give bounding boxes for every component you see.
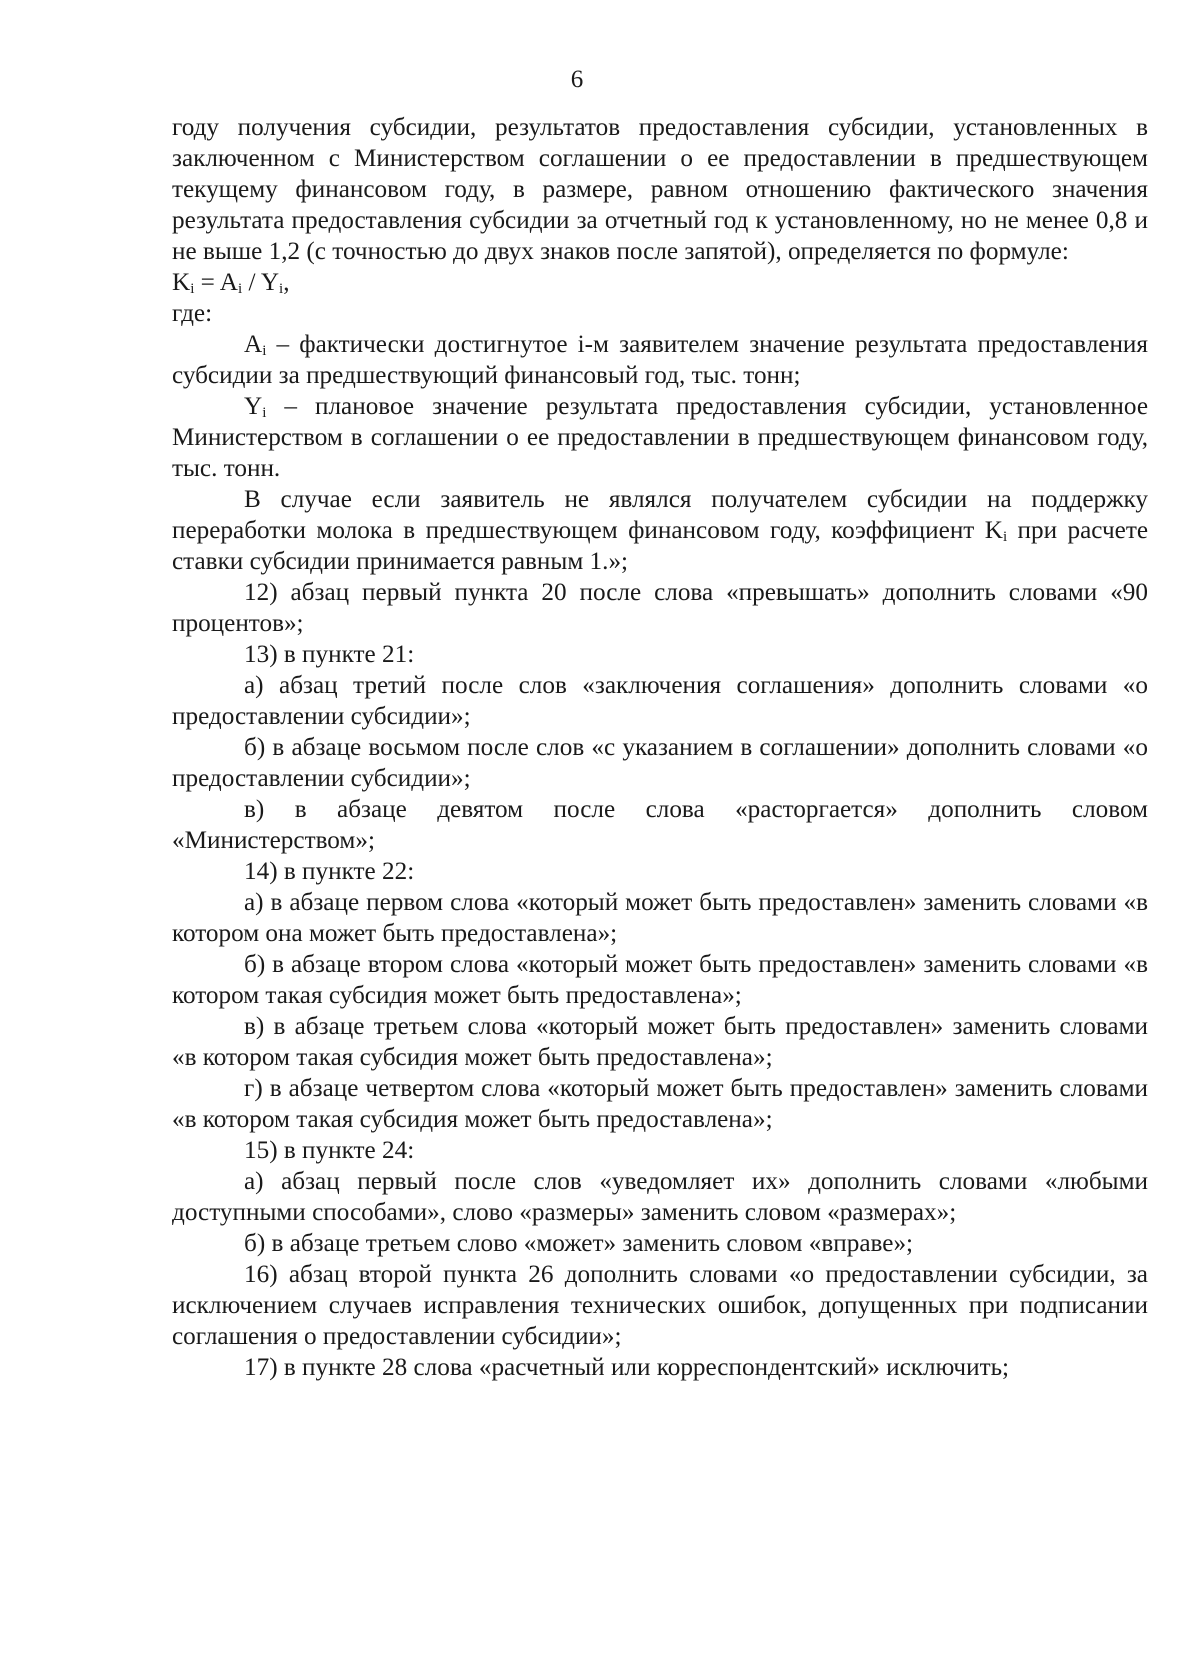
page-number: 6 bbox=[570, 66, 584, 93]
list-item: в) в абзаце девятом после слова «расторгается» дополнить словом «Министерством»; bbox=[172, 796, 1148, 854]
paragraph-case: В случае если заявитель не являлся получателем субсидии на поддержку переработки молока в предшествующем финансовом году, коэффициент $K_i$ при расчете ставки субсидии принимается равным 1.»; bbox=[172, 486, 1149, 575]
list-item: 15) в пункте 24: bbox=[244, 1137, 415, 1164]
definition-y: $Y_i$ – плановое значение результата предоставления субсидии, установленное Министерством в соглашении о ее предоставлении в предшествующем финансовом году, тыс. тонн. bbox=[172, 393, 1148, 482]
list-item: а) в абзаце первом слова «который может быть предоставлен» заменить словами «в котором она может быть предоставлена»; bbox=[172, 889, 1148, 947]
list-item: г) в абзаце четвертом слова «который может быть предоставлен» заменить словами «в котором такая субсидия может быть предоставлена»; bbox=[172, 1075, 1148, 1133]
list-item: б) в абзаце втором слова «который может быть предоставлен» заменить словами «в котором такая субсидия может быть предоставлена»; bbox=[172, 951, 1148, 1009]
list-item: 14) в пункте 22: bbox=[244, 858, 415, 885]
list-item: б) в абзаце третьем слово «может» заменить словом «вправе»; bbox=[244, 1230, 914, 1257]
list-item: а) абзац первый после слов «уведомляет их» дополнить словами «любыми доступными способами», слово «размеры» заменить словом «размерах»; bbox=[172, 1168, 1148, 1226]
list-item: 17) в пункте 28 слова «расчетный или корреспондентский» исключить; bbox=[244, 1354, 1010, 1381]
formula: $K_i = A_i / Y_i$, bbox=[172, 269, 290, 297]
list-item: б) в абзаце восьмом после слов «с указанием в соглашении» дополнить словами «о предоставлении субсидии»; bbox=[172, 734, 1148, 792]
list-item: 12) абзац первый пункта 20 после слова «превышать» дополнить словами «90 процентов»; bbox=[172, 579, 1148, 637]
list-item: 16) абзац второй пункта 26 дополнить словами «о предоставлении субсидии, за исключением случаев исправления технических ошибок, допущенных при подписании соглашения о предоставлении субсидии»; bbox=[172, 1261, 1148, 1350]
list-item: а) абзац третий после слов «заключения соглашения» дополнить словами «о предоставлении субсидии»; bbox=[172, 672, 1148, 730]
list-item: в) в абзаце третьем слова «который может быть предоставлен» заменить словами «в котором такая субсидия может быть предоставлена»; bbox=[172, 1013, 1148, 1071]
document-body bbox=[172, 112, 1148, 1383]
where-label: где: bbox=[172, 300, 213, 327]
definition-a: $A_i$ – фактически достигнутое i-м заявителем значение результата предоставления субсидии за предшествующий финансовый год, тыс. тонн; bbox=[172, 331, 1148, 389]
list-item: 13) в пункте 21: bbox=[244, 641, 415, 668]
paragraph-intro: году получения субсидии, результатов предоставления субсидии, установленных в заключенном с Министерством соглашении о ее предоставлении в предшествующем текущему финансовом году, в размере, равном отношению фактического значения результата предоставления субсидии за отчетный год к установленному, но не менее 0,8 и не выше 1,2 (с точностью до двух знаков после запятой), определяется по формуле: bbox=[172, 114, 1148, 265]
